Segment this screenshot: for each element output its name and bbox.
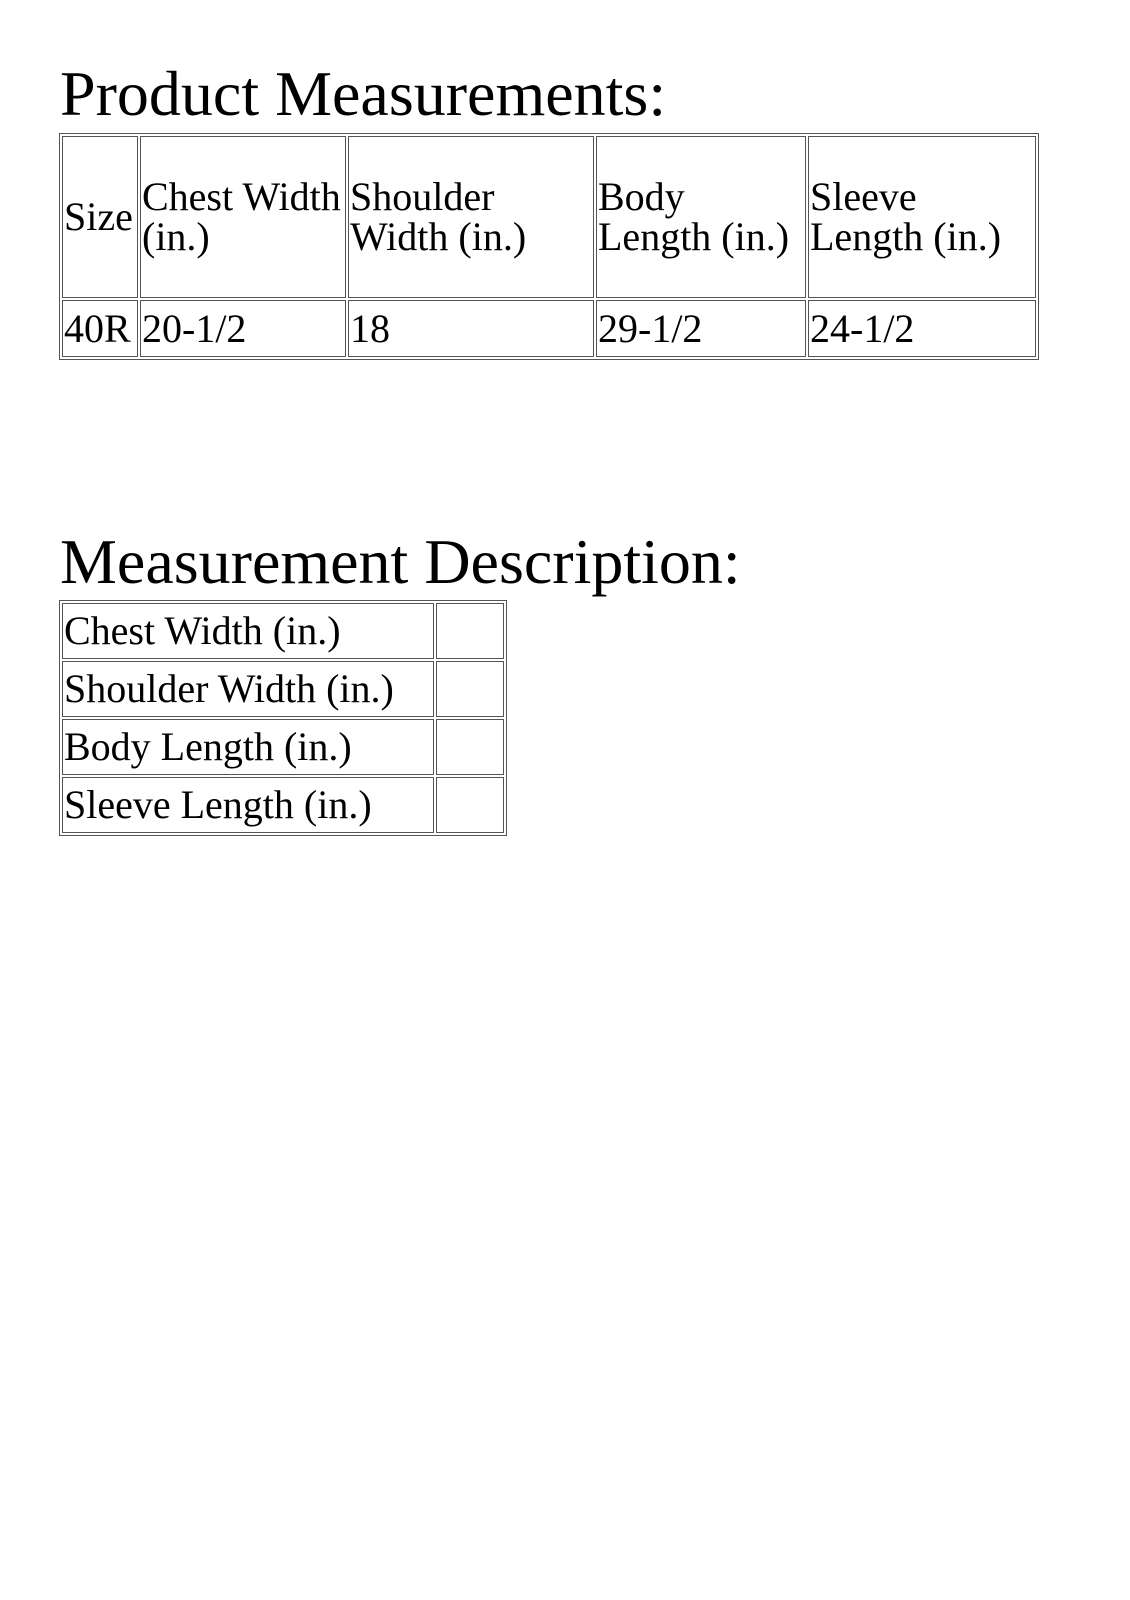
- cell-sleeve-length: 24-1/2: [808, 300, 1036, 357]
- cell-chest-width: 20-1/2: [140, 300, 346, 357]
- column-header-sleeve-length: Sleeve Length (in.): [808, 136, 1036, 298]
- description-value: [436, 777, 504, 833]
- table-row: [62, 777, 504, 833]
- table-row: [62, 661, 504, 717]
- description-label: Shoulder Width (in.): [62, 661, 434, 717]
- description-label: Body Length (in.): [62, 719, 434, 775]
- description-table: [59, 600, 507, 836]
- column-header-chest-width: Chest Width (in.): [140, 136, 346, 298]
- measurement-description-heading: Measurement Description:: [60, 526, 741, 597]
- column-header-body-length: Body Length (in.): [596, 136, 806, 298]
- description-label: Chest Width (in.): [62, 603, 434, 659]
- cell-shoulder-width: 18: [348, 300, 594, 357]
- product-measurements-heading: Product Measurements:: [60, 58, 667, 129]
- table-row: [62, 719, 504, 775]
- table-header-row: [62, 136, 1036, 298]
- description-label: Sleeve Length (in.): [62, 777, 434, 833]
- description-value: [436, 719, 504, 775]
- description-value: [436, 603, 504, 659]
- table-row: [62, 603, 504, 659]
- measurements-table: [59, 133, 1039, 360]
- cell-body-length: 29-1/2: [596, 300, 806, 357]
- cell-size: 40R: [62, 300, 138, 357]
- column-header-shoulder-width: Shoulder Width (in.): [348, 136, 594, 298]
- table-row: [62, 300, 1036, 357]
- description-value: [436, 661, 504, 717]
- column-header-size: Size: [62, 136, 138, 298]
